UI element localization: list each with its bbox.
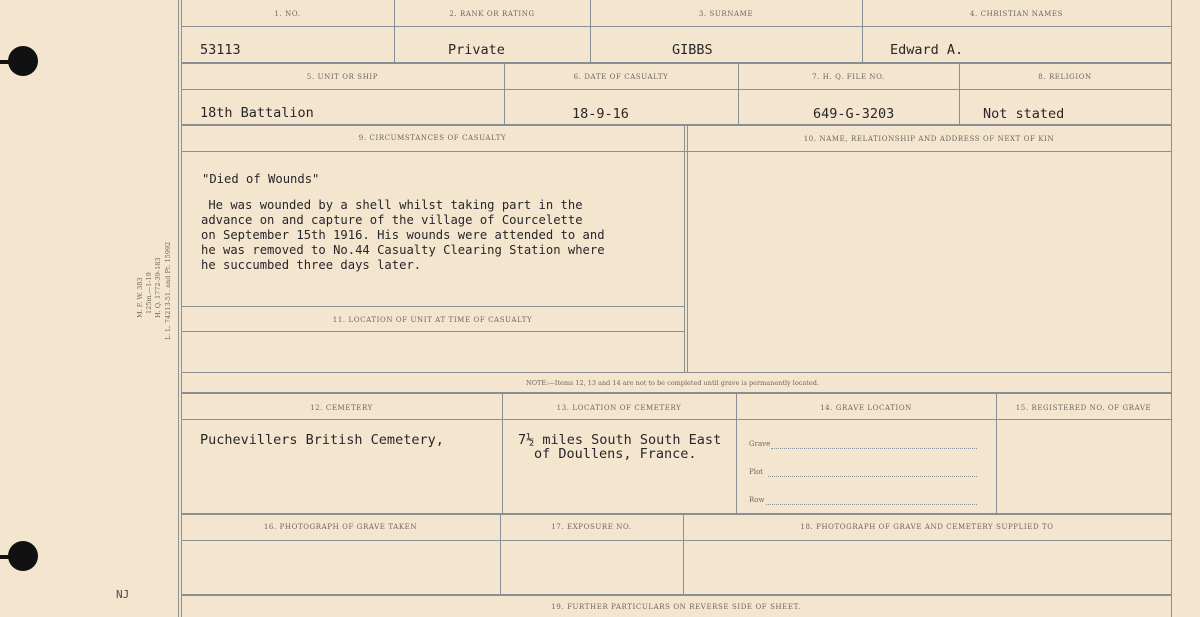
corner-mark: NJ (116, 588, 130, 601)
grave-label: Grave (749, 440, 771, 448)
unit-value: 18th Battalion (200, 105, 314, 121)
header-hq-file-no: 7. H. Q. FILE NO. (812, 73, 885, 81)
header-photograph-taken: 16. PHOTOGRAPH OF GRAVE TAKEN (263, 523, 418, 531)
cemetery-value: Puchevillers British Cemetery, (200, 432, 444, 448)
header-cemetery: 12. CEMETERY (310, 404, 373, 412)
header-location-of-cemetery: 13. LOCATION OF CEMETERY (556, 404, 682, 412)
religion-value: Not stated (983, 106, 1065, 122)
header-exposure-no: 17. EXPOSURE NO. (551, 523, 632, 531)
header-location-of-unit: 11. LOCATION OF UNIT AT TIME OF CASUALTY (332, 316, 533, 324)
date-of-casualty-value: 18-9-16 (572, 106, 629, 122)
circumstances-narrative: He was wounded by a shell whilst taking part in the advance on and capture of the village of Courcelette on September 15th 1916. His wounds were attended to and he was removed to No.44 Casualty Clearing Station where he succumbed three days later. (201, 198, 605, 272)
row-label: Row (749, 496, 765, 504)
hq-file-no-value: 649-G-3203 (813, 106, 895, 122)
header-surname: 3. SURNAME (698, 10, 754, 18)
circumstances-title: "Died of Wounds" (202, 172, 320, 186)
cemetery-location-line2: of Doullens, France. (534, 446, 697, 462)
header-circumstances: 9. CIRCUMSTANCES OF CASUALTY (358, 134, 507, 142)
plot-label: Plot (749, 468, 763, 476)
header-unit: 5. UNIT OR SHIP (306, 73, 379, 81)
note-text: NOTE:—Items 12, 13 and 14 are not to be completed until grave is permanently located. (526, 379, 819, 387)
header-next-of-kin: 10. NAME, RELATIONSHIP AND ADDRESS OF NEXT OF KIN (803, 135, 1055, 143)
header-christian-names: 4. CHRISTIAN NAMES (969, 10, 1064, 18)
form-right-border (1171, 0, 1172, 617)
surname-value: GIBBS (672, 42, 713, 58)
form-reference-3: H. Q. 1772-39-183 (154, 257, 162, 318)
form-reference-4: L. L. 74213-51. and Pt. 15992 (164, 241, 172, 340)
header-photograph-supplied: 18. PHOTOGRAPH OF GRAVE AND CEMETERY SUPPLIED TO (800, 523, 1054, 531)
header-rank: 2. RANK OR RATING (449, 10, 535, 18)
service-number: 53113 (200, 42, 241, 58)
form-left-border (178, 0, 179, 617)
rank-value: Private (448, 42, 505, 58)
header-further-particulars: 19. FURTHER PARTICULARS ON REVERSE SIDE OF SHEET. (551, 603, 801, 611)
header-grave-location: 14. GRAVE LOCATION (820, 404, 912, 412)
header-registered-no: 15. REGISTERED NO. OF GRAVE (1015, 404, 1152, 412)
christian-names-value: Edward A. (890, 42, 964, 58)
form-reference-1: M. F. W. 383 (136, 277, 144, 318)
header-date-of-casualty: 6. DATE OF CASUALTY (573, 73, 669, 81)
header-number: 1. NO. (274, 10, 301, 18)
header-religion: 8. RELIGION (1038, 73, 1092, 81)
form-reference-2: 125m.—1-19 (145, 272, 153, 314)
cemetery-location-line1: 7½ miles South South East (518, 432, 722, 448)
